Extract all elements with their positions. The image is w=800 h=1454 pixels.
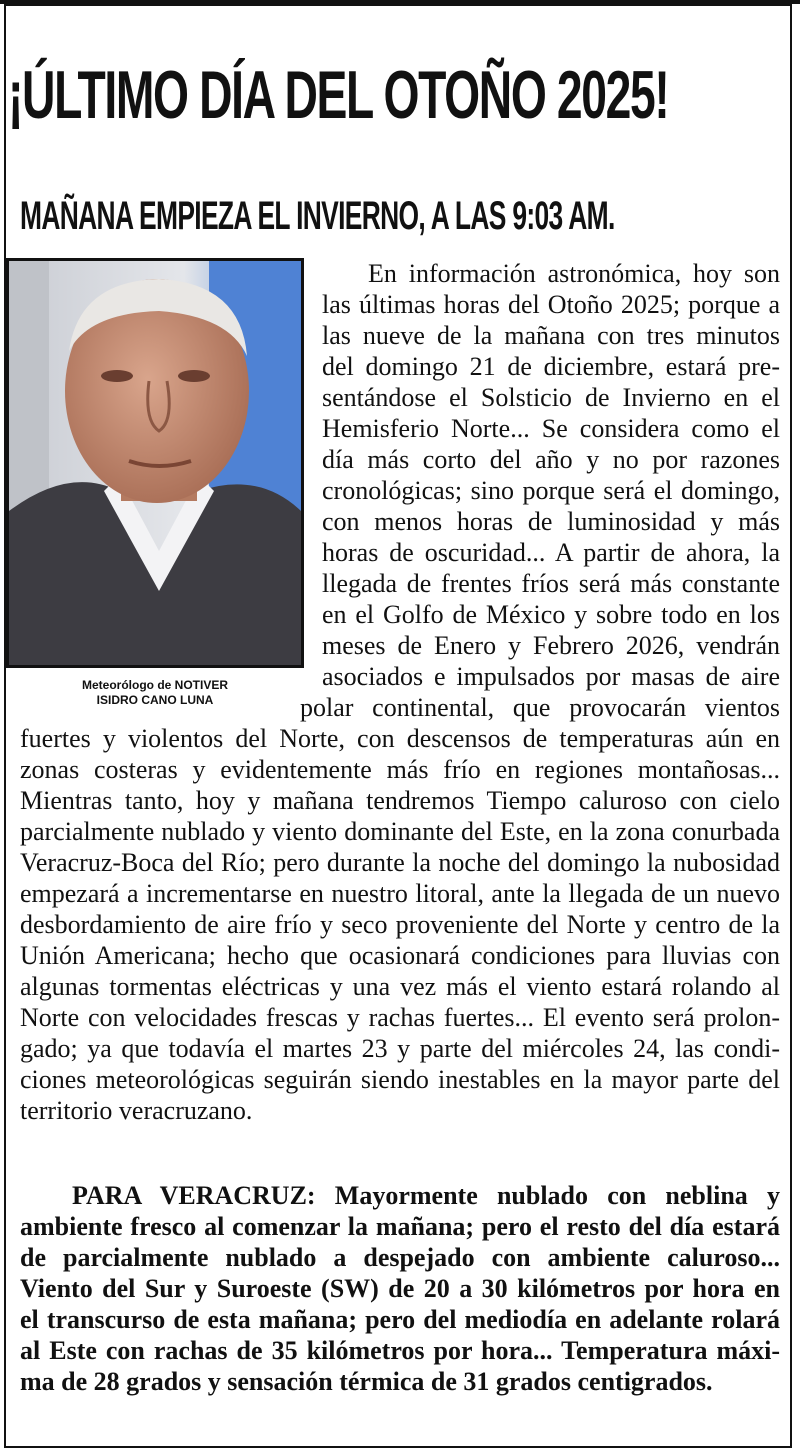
body-line: las nueve de la mañana con tres minutos: [322, 321, 780, 350]
body-line: territorio veracruzano.: [20, 1096, 253, 1125]
portrait-photo: [6, 258, 304, 668]
subheadline: MAÑANA EMPIEZA EL INVIERNO, A LAS 9:03 AM.: [20, 194, 615, 238]
body-line: llegada de frentes fríos será más constante: [322, 569, 780, 598]
body-line: cronológicas; sino porque será el domingo,: [322, 476, 780, 505]
body-line: meses de Enero y Febrero 2026, vendrán: [322, 631, 780, 660]
forecast-line: ma de 28 grados y sensación térmica de 31 grados centigrados.: [20, 1367, 713, 1396]
caption-line-1: Meteorólogo de NOTIVER: [81, 678, 228, 692]
body-line: en el Golfo de México y sobre todo en los: [322, 600, 780, 629]
body-line: ciones meteorológicas seguirán siendo inestables en la mayor parte del: [20, 1065, 780, 1094]
forecast-line: ambiente fresco al comenzar la mañana; pero el resto del día estará: [20, 1212, 780, 1241]
photo-caption: [10, 678, 300, 708]
body-line: día más corto del año y no por razones: [322, 445, 780, 474]
forecast-line: PARA VERACRUZ: Mayormente nublado con neblina y: [72, 1181, 780, 1210]
forecast-line: al Este con rachas de 35 kilómetros por hora... Temperatura máxi-: [20, 1336, 780, 1365]
body-line: con menos horas de luminosidad y más: [322, 507, 780, 536]
forecast-line: el transcurso de esta mañana; pero del mediodía en adelante rolará: [20, 1305, 780, 1334]
body-line: sentándose el Solsticio de Invierno en el: [322, 383, 780, 412]
body-line: del domingo 21 de diciembre, estará pre-: [322, 352, 780, 381]
body-line: Hemisferio Norte... Se considera como el: [322, 414, 780, 443]
headline: ¡ÚLTIMO DÍA DEL OTOÑO 2025!: [8, 57, 669, 133]
body-line: desbordamiento de aire frío y seco proveniente del Norte y centro de la: [20, 910, 780, 939]
caption-line-2: ISIDRO CANO LUNA: [96, 693, 214, 707]
body-line: En información astronómica, hoy son: [368, 259, 780, 288]
portrait-illustration: [9, 261, 301, 665]
body-line: asociados e impulsados por masas de aire: [322, 662, 780, 691]
body-line: zonas costeras y evidentemente más frío en regiones montañosas...: [20, 755, 780, 784]
body-line: Mientras tanto, hoy y mañana tendremos Tiempo caluroso con cielo: [20, 786, 780, 815]
forecast-line: de parcialmente nublado a despejado con ambiente caluroso...: [20, 1243, 780, 1272]
body-line: empezará a incrementarse en nuestro litoral, ante la llegada de un nuevo: [20, 879, 780, 908]
forecast-line: Viento del Sur y Suroeste (SW) de 20 a 30 kilómetros por hora en: [20, 1274, 780, 1303]
body-line: las últimas horas del Otoño 2025; porque a: [322, 290, 780, 319]
body-line: parcialmente nublado y viento dominante del Este, en la zona conurbada: [20, 817, 780, 846]
body-line: gado; ya que todavía el martes 23 y parte del miércoles 24, las condi-: [20, 1034, 780, 1063]
body-line: polar continental, que provocarán vientos: [300, 693, 780, 722]
body-line: algunas tormentas eléctricas y una vez más el viento estará rolando al: [20, 972, 780, 1001]
body-line: Norte con velocidades frescas y rachas fuertes... El evento será prolon-: [20, 1003, 780, 1032]
body-line: fuertes y violentos del Norte, con descensos de temperaturas aún en: [20, 724, 780, 753]
body-line: Veracruz-Boca del Río; pero durante la noche del domingo la nubosidad: [20, 848, 780, 877]
body-line: horas de oscuridad... A partir de ahora, la: [322, 538, 780, 567]
body-line: Unión Americana; hecho que ocasionará condiciones para lluvias con: [20, 941, 780, 970]
